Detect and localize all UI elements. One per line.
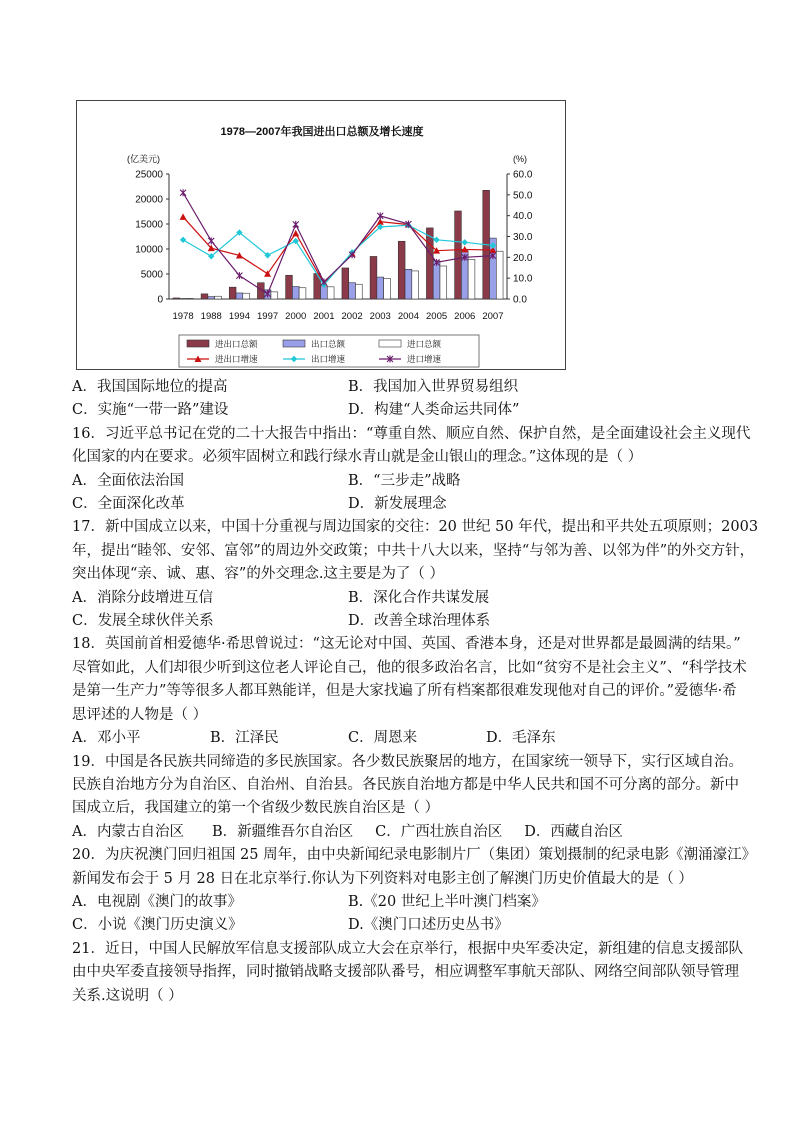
question-line: 国成立后，我国建立的第一个省级少数民族自治区是（ ） <box>72 800 440 817</box>
x-tick-label: 2007 <box>482 311 504 322</box>
option: B．新疆维吾尔自治区 <box>211 823 354 840</box>
question-line: 19．中国是各民族共同缔造的多民族国家。各少数民族聚居的地方，在国家统一领导下，实行区域自治。 <box>72 753 743 770</box>
y-tick-label-right: 10.0 <box>513 273 533 285</box>
bar-export <box>349 283 356 299</box>
option: A．邓小平 <box>72 730 141 747</box>
option: D．毛泽东 <box>486 730 556 747</box>
y-tick-label-left: 0 <box>157 294 163 306</box>
option-row <box>72 821 722 844</box>
question-line: 化国家的内在要求。必须牢固树立和践行绿水青山就是金山银山的理念。”这体现的是（ ） <box>72 449 643 466</box>
option: B．深化合作共谋发展 <box>348 589 490 606</box>
x-tick-label: 1994 <box>228 311 250 322</box>
bar-export <box>292 287 299 299</box>
bar-import <box>186 298 193 299</box>
series-point <box>462 239 468 245</box>
option: D．西藏自治区 <box>524 823 623 840</box>
question-line: 思评述的人物是（ ） <box>72 706 208 723</box>
option: D．新发展理念 <box>348 496 447 513</box>
question-line: 17．新中国成立以来，中国十分重视与周边国家的交往：20 世纪 50 年代，提出和平共处五项原则；2003 <box>72 519 759 536</box>
legend-label: 进口增速 <box>407 354 442 364</box>
option: C．小说《澳门历史演义》 <box>72 917 243 934</box>
series-point <box>180 189 186 196</box>
x-tick-label: 2004 <box>397 311 419 322</box>
bar-import <box>299 288 306 299</box>
y-tick-label-left: 15000 <box>135 219 163 231</box>
question-line: 民族自治地方分为自治区、自治州、自治县。各民族自治地方都是中华人民共和国不可分离的部分。新中 <box>72 776 739 793</box>
x-tick-label: 2001 <box>313 311 335 322</box>
question-text <box>72 376 759 1008</box>
bar-import <box>327 287 334 299</box>
legend-swatch <box>283 340 305 347</box>
option-row <box>72 376 722 399</box>
option: D．构建“人类命运共同体” <box>348 402 520 419</box>
y-tick-label-right: 40.0 <box>513 211 533 223</box>
y-tick-label-right: 60.0 <box>513 169 533 181</box>
option: B．江泽民 <box>210 730 279 747</box>
question-line: 年，提出“睦邻、安邻、富邻”的周边外交政策；中共十八大以来，坚持“与邻为善、以邻为伴”的外交方针， <box>72 542 755 559</box>
series-point <box>293 238 299 244</box>
bar-total <box>370 256 377 299</box>
bar-import <box>384 278 391 299</box>
legend-swatch <box>187 340 209 347</box>
y-tick-label-right: 30.0 <box>513 232 533 243</box>
bar-export <box>208 297 215 299</box>
bar-total <box>201 294 208 299</box>
option: C．实施“一带一路”建设 <box>72 402 229 419</box>
bar-export <box>236 293 243 299</box>
option: A．我国国际地位的提高 <box>72 379 228 395</box>
option-row <box>72 610 722 633</box>
bar-total <box>229 287 236 299</box>
option: B．“三步走”战略 <box>348 472 461 489</box>
bar-total <box>455 211 462 299</box>
option: C．发展全球伙伴关系 <box>72 613 214 630</box>
bar-total <box>342 268 349 299</box>
trade-chart <box>76 100 566 370</box>
option: A．电视剧《澳门的故事》 <box>72 893 242 910</box>
legend-label: 进口总额 <box>407 339 442 349</box>
legend-label: 出口增速 <box>311 354 346 364</box>
x-tick-label: 2003 <box>369 311 391 322</box>
series-point <box>236 272 242 279</box>
option: A．内蒙古自治区 <box>72 823 184 840</box>
series-point <box>208 237 214 244</box>
x-tick-label: 1978 <box>172 311 194 322</box>
x-tick-label: 1997 <box>257 311 279 322</box>
bar-export <box>405 269 412 299</box>
legend-label: 出口总额 <box>311 339 346 349</box>
y-tick-label-right: 20.0 <box>513 252 533 264</box>
x-tick-label: 2006 <box>454 311 476 322</box>
y-tick-label-left: 25000 <box>135 169 163 181</box>
option-row <box>72 587 722 610</box>
question-line: 20．为庆祝澳门回归祖国 25 周年，由中央新闻纪录电影制片厂（集团）策划摄制的纪录电影《潮涌濠江》 <box>72 847 757 864</box>
legend-label: 进出口总额 <box>215 339 258 349</box>
question-line: 尽管如此，人们却很少听到这位老人评论自己，他的很多政治名言，比如“贫穷不是社会主义”、“科学技术 <box>72 659 747 676</box>
option: A．全面依法治国 <box>72 472 184 489</box>
option-row <box>72 470 722 493</box>
question-line: 关系.这说明（ ） <box>72 987 183 1004</box>
bar-import <box>271 292 278 299</box>
option: B.《20 世纪上半叶澳门档案》 <box>348 893 546 910</box>
legend-swatch <box>379 340 401 347</box>
series-point <box>433 237 439 243</box>
y-tick-label-left: 10000 <box>135 244 163 256</box>
bar-import <box>496 251 503 299</box>
bar-export <box>377 277 384 299</box>
option: D.《澳门口述历史丛书》 <box>348 917 509 934</box>
option: B．我国加入世界贸易组织 <box>348 379 519 395</box>
y-tick-label-left: 5000 <box>140 269 163 281</box>
bar-import <box>468 259 475 299</box>
x-tick-label: 2002 <box>341 311 363 322</box>
option-row <box>72 891 722 914</box>
x-tick-label: 1988 <box>200 311 222 322</box>
bar-export <box>180 299 187 300</box>
y-axis-label-right: (%) <box>513 154 527 164</box>
series-point <box>180 237 186 243</box>
bar-import <box>215 296 222 299</box>
question-line: 是第一生产力”等等很多人都耳熟能详，但是大家找遍了所有档案都很难发现他对自己的评价。”爱德华·希 <box>72 683 737 700</box>
option: C．全面深化改革 <box>72 496 185 513</box>
option: C．周恩来 <box>348 730 418 747</box>
question-line: 18．英国前首相爱德华·希思曾说过：“这无论对中国、英国、香港本身，还是对世界都是最圆满的结果。” <box>72 636 741 653</box>
chart-title: 1978—2007年我国进出口总额及增长速度 <box>220 126 424 138</box>
y-axis-label-left: (亿美元) <box>127 154 160 164</box>
y-tick-label-right: 50.0 <box>513 190 533 202</box>
question-line: 由中央军委直接领导指挥，同时撤销战略支援部队番号，相应调整军事航天部队、网络空间部队领导管理 <box>72 964 739 981</box>
question-line: 突出体现“亲、诚、惠、容”的外交理念.这主要是为了（ ） <box>72 566 445 583</box>
option-row <box>72 727 722 750</box>
bar-total <box>173 298 180 299</box>
bar-total <box>398 241 405 299</box>
option: A．消除分歧增进互信 <box>72 589 213 606</box>
y-tick-label-right: 0.0 <box>513 294 527 306</box>
bar-total <box>426 228 433 299</box>
option-row <box>72 493 722 516</box>
x-tick-label: 2005 <box>426 311 448 322</box>
bar-import <box>440 266 447 299</box>
option-row <box>72 399 722 422</box>
option-row <box>72 914 722 937</box>
x-tick-label: 2000 <box>285 311 307 322</box>
option: D．改善全球治理体系 <box>348 613 491 630</box>
option: C．广西壮族自治区 <box>375 823 503 840</box>
question-line: 21．近日，中国人民解放军信息支援部队成立大会在京举行，根据中央军委决定，新组建的信息支援部队 <box>72 940 743 957</box>
series-point <box>180 213 187 220</box>
legend-label: 进出口增速 <box>215 354 258 364</box>
y-tick-label-left: 20000 <box>135 194 163 206</box>
bar-export <box>433 261 440 299</box>
chart-svg <box>77 101 567 371</box>
question-line: 16．习近平总书记在党的二十大报告中指出：“尊重自然、顺应自然、保护自然，是全面建设社会主义现代 <box>72 425 751 442</box>
bar-import <box>355 284 362 299</box>
bar-import <box>243 293 250 299</box>
series-point <box>293 221 299 228</box>
bar-total <box>286 275 293 299</box>
bar-import <box>412 271 419 299</box>
question-line: 新闻发布会于 5 月 28 日在北京举行.你认为下列资料对电影主创了解澳门历史价值最大的是（ ） <box>72 870 693 887</box>
